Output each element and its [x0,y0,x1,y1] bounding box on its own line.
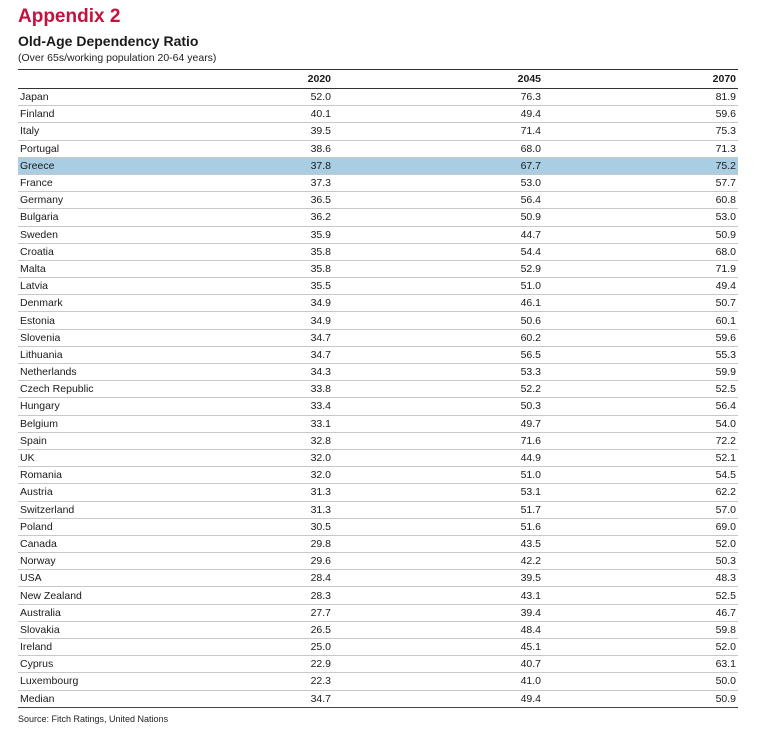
country-cell: Cyprus [18,656,198,673]
value-2070-cell: 69.0 [543,518,738,535]
value-2045-cell: 50.3 [333,398,543,415]
value-2070-cell: 59.9 [543,364,738,381]
value-2045-cell: 46.1 [333,295,543,312]
value-2045-cell: 60.2 [333,329,543,346]
table-row [18,621,738,638]
value-2045-cell: 44.9 [333,449,543,466]
value-2070-cell: 52.5 [543,587,738,604]
value-2020-cell: 29.6 [198,553,333,570]
source-note: Source: Fitch Ratings, United Nations [18,714,169,724]
header-country [18,70,198,89]
value-2020-cell: 27.7 [198,604,333,621]
value-2045-cell: 43.1 [333,587,543,604]
table-row [18,329,738,346]
table-row [18,553,738,570]
value-2070-cell: 60.1 [543,312,738,329]
value-2020-cell: 40.1 [198,106,333,123]
value-2045-cell: 43.5 [333,535,543,552]
value-2070-cell: 52.1 [543,449,738,466]
value-2070-cell: 50.9 [543,690,738,707]
country-cell: Greece [18,157,198,174]
value-2020-cell: 34.7 [198,346,333,363]
table-row [18,312,738,329]
value-2070-cell: 52.0 [543,639,738,656]
table-row [18,690,738,707]
country-cell: Poland [18,518,198,535]
country-cell: Switzerland [18,501,198,518]
table-row [18,295,738,312]
country-cell: Germany [18,192,198,209]
value-2070-cell: 50.7 [543,295,738,312]
country-cell: Slovenia [18,329,198,346]
value-2045-cell: 40.7 [333,656,543,673]
value-2020-cell: 32.0 [198,449,333,466]
value-2045-cell: 53.1 [333,484,543,501]
value-2070-cell: 75.3 [543,123,738,140]
table-row [18,226,738,243]
value-2020-cell: 22.9 [198,656,333,673]
country-cell: Ireland [18,639,198,656]
country-cell: Estonia [18,312,198,329]
value-2070-cell: 49.4 [543,278,738,295]
value-2070-cell: 59.6 [543,329,738,346]
appendix-heading: Appendix 2 [18,6,121,27]
country-cell: New Zealand [18,587,198,604]
country-cell: Latvia [18,278,198,295]
value-2045-cell: 39.4 [333,604,543,621]
table-header-row [18,70,738,89]
value-2045-cell: 49.7 [333,415,543,432]
table-row [18,449,738,466]
table-title: Old-Age Dependency Ratio [18,33,199,49]
country-cell: Italy [18,123,198,140]
country-cell: Belgium [18,415,198,432]
table-row [18,415,738,432]
value-2020-cell: 34.3 [198,364,333,381]
value-2045-cell: 50.6 [333,312,543,329]
value-2045-cell: 51.0 [333,278,543,295]
value-2070-cell: 56.4 [543,398,738,415]
header-2020: 2020 [307,73,331,85]
value-2020-cell: 36.5 [198,192,333,209]
table-row [18,123,738,140]
dependency-ratio-table [18,69,738,708]
table-row [18,535,738,552]
country-cell: Luxembourg [18,673,198,690]
country-cell: UK [18,449,198,466]
value-2020-cell: 32.0 [198,467,333,484]
value-2045-cell: 56.4 [333,192,543,209]
value-2020-cell: 28.4 [198,570,333,587]
value-2020-cell: 52.0 [198,89,333,106]
value-2070-cell: 60.8 [543,192,738,209]
value-2045-cell: 53.3 [333,364,543,381]
country-cell: Romania [18,467,198,484]
value-2020-cell: 38.6 [198,140,333,157]
country-cell: USA [18,570,198,587]
value-2070-cell: 52.0 [543,535,738,552]
value-2070-cell: 50.3 [543,553,738,570]
country-cell: Slovakia [18,621,198,638]
value-2045-cell: 45.1 [333,639,543,656]
value-2045-cell: 48.4 [333,621,543,638]
value-2070-cell: 50.9 [543,226,738,243]
value-2020-cell: 29.8 [198,535,333,552]
table-row [18,364,738,381]
table-row [18,570,738,587]
value-2070-cell: 46.7 [543,604,738,621]
table-row [18,243,738,260]
country-cell: Czech Republic [18,381,198,398]
table-row [18,587,738,604]
value-2020-cell: 35.8 [198,243,333,260]
country-cell: Sweden [18,226,198,243]
table-row [18,174,738,191]
table-subtitle: (Over 65s/working population 20-64 years) [18,52,217,64]
value-2045-cell: 44.7 [333,226,543,243]
value-2070-cell: 59.6 [543,106,738,123]
value-2045-cell: 42.2 [333,553,543,570]
value-2020-cell: 34.7 [198,690,333,707]
value-2070-cell: 57.0 [543,501,738,518]
value-2020-cell: 31.3 [198,501,333,518]
table-row [18,467,738,484]
country-cell: Denmark [18,295,198,312]
table-row [18,484,738,501]
value-2070-cell: 57.7 [543,174,738,191]
value-2070-cell: 62.2 [543,484,738,501]
country-cell: Malta [18,260,198,277]
country-cell: Canada [18,535,198,552]
value-2045-cell: 50.9 [333,209,543,226]
country-cell: Austria [18,484,198,501]
table-row [18,89,738,106]
table-row [18,381,738,398]
value-2020-cell: 37.3 [198,174,333,191]
country-cell: Australia [18,604,198,621]
country-cell: Bulgaria [18,209,198,226]
value-2020-cell: 34.9 [198,295,333,312]
value-2070-cell: 50.0 [543,673,738,690]
value-2070-cell: 55.3 [543,346,738,363]
value-2045-cell: 51.6 [333,518,543,535]
country-cell: Norway [18,553,198,570]
country-cell: Portugal [18,140,198,157]
value-2045-cell: 39.5 [333,570,543,587]
table-row [18,106,738,123]
value-2045-cell: 52.2 [333,381,543,398]
value-2070-cell: 81.9 [543,89,738,106]
country-cell: Spain [18,432,198,449]
value-2045-cell: 76.3 [333,89,543,106]
value-2020-cell: 39.5 [198,123,333,140]
value-2020-cell: 37.8 [198,157,333,174]
value-2020-cell: 34.9 [198,312,333,329]
value-2020-cell: 35.9 [198,226,333,243]
table-row [18,209,738,226]
value-2020-cell: 32.8 [198,432,333,449]
value-2070-cell: 54.0 [543,415,738,432]
value-2020-cell: 35.5 [198,278,333,295]
value-2070-cell: 53.0 [543,209,738,226]
value-2070-cell: 59.8 [543,621,738,638]
value-2045-cell: 53.0 [333,174,543,191]
country-cell: Lithuania [18,346,198,363]
value-2070-cell: 63.1 [543,656,738,673]
value-2070-cell: 52.5 [543,381,738,398]
table-row [18,278,738,295]
table-row [18,432,738,449]
value-2070-cell: 71.9 [543,260,738,277]
country-cell: Finland [18,106,198,123]
value-2020-cell: 22.3 [198,673,333,690]
value-2020-cell: 33.4 [198,398,333,415]
value-2045-cell: 54.4 [333,243,543,260]
table-row [18,673,738,690]
value-2045-cell: 67.7 [333,157,543,174]
table-row [18,192,738,209]
value-2020-cell: 33.1 [198,415,333,432]
value-2045-cell: 51.7 [333,501,543,518]
value-2020-cell: 28.3 [198,587,333,604]
value-2045-cell: 71.4 [333,123,543,140]
table-row [18,656,738,673]
value-2070-cell: 71.3 [543,140,738,157]
table-row [18,260,738,277]
country-cell: France [18,174,198,191]
country-cell: Japan [18,89,198,106]
table-row [18,501,738,518]
country-cell: Hungary [18,398,198,415]
value-2020-cell: 36.2 [198,209,333,226]
value-2070-cell: 72.2 [543,432,738,449]
value-2045-cell: 49.4 [333,690,543,707]
table-row [18,518,738,535]
value-2045-cell: 52.9 [333,260,543,277]
value-2045-cell: 41.0 [333,673,543,690]
value-2020-cell: 30.5 [198,518,333,535]
country-cell: Netherlands [18,364,198,381]
header-2045: 2045 [517,73,541,85]
country-cell: Median [18,690,198,707]
country-cell: Croatia [18,243,198,260]
table-row [18,140,738,157]
value-2045-cell: 49.4 [333,106,543,123]
value-2020-cell: 25.0 [198,639,333,656]
value-2020-cell: 26.5 [198,621,333,638]
table-row [18,639,738,656]
value-2045-cell: 71.6 [333,432,543,449]
table-row [18,398,738,415]
value-2045-cell: 68.0 [333,140,543,157]
value-2070-cell: 75.2 [543,157,738,174]
table-body [18,89,738,708]
value-2020-cell: 35.8 [198,260,333,277]
value-2045-cell: 51.0 [333,467,543,484]
value-2020-cell: 31.3 [198,484,333,501]
value-2070-cell: 68.0 [543,243,738,260]
table-row-highlighted [18,157,738,174]
value-2070-cell: 48.3 [543,570,738,587]
value-2070-cell: 54.5 [543,467,738,484]
header-2070: 2070 [712,73,736,85]
value-2045-cell: 56.5 [333,346,543,363]
value-2020-cell: 34.7 [198,329,333,346]
table-row [18,346,738,363]
value-2020-cell: 33.8 [198,381,333,398]
table-row [18,604,738,621]
